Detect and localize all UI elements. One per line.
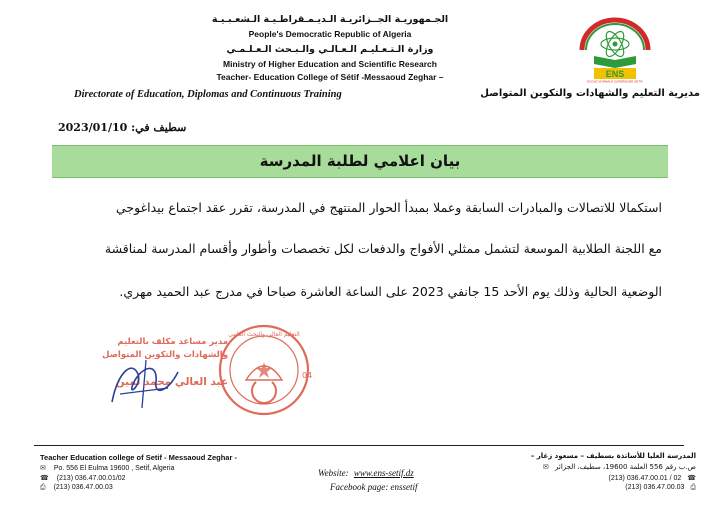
mailbox-icon: ✉ xyxy=(40,465,46,472)
fax-icon: ⎙ xyxy=(690,484,696,491)
stamp-line: مدير مساعد مكلف بالتعليم xyxy=(117,337,228,347)
website-label: Website: xyxy=(318,468,349,478)
logo-ens-text: ENS xyxy=(605,69,625,79)
footer-right-address xyxy=(543,463,696,471)
signature-block xyxy=(88,322,358,422)
fax-icon: ⎙ xyxy=(40,484,46,491)
logo-subtext: ECOLE NORMALE SUPERIEURE SETIF xyxy=(587,79,643,84)
body-line: استكمالا للاتصالات والمبادرات السابقة وعملا بمبدأ الحوار المنتهج في المدرسة، تقرر عقد اجتماع بيداغوجي xyxy=(115,200,662,215)
footer-fax-ar: (213) 036.47.00.03 xyxy=(625,484,685,491)
footer-fax: (213) 036.47.00.03 xyxy=(53,484,113,491)
website-link[interactable]: www.ens-setif.dz xyxy=(353,468,414,478)
footer-left-address xyxy=(40,464,174,472)
republic-arabic: الجـمهوريـة الجــزائريـة الـديـمـقراطـيـة الـشعـبـيـة xyxy=(211,14,449,25)
seal-code: 04 xyxy=(302,371,312,380)
directorate-english: Directorate of Education, Diplomas and Continuous Training xyxy=(74,89,342,100)
body-line: مع اللجنة الطلابية الموسعة لتشمل ممثلي الأفواج والدفعات لكل تخصصات وأطوار وأقسام المدرسة لمناقشة xyxy=(104,241,662,256)
footer-phone-ar: (213) 036.47.00.01 / 02 xyxy=(608,475,682,482)
footer-address-ar: ص.ب رقم 556 العلمة 19600، سطيف، الجزائر xyxy=(555,463,696,471)
footer-right-fax xyxy=(625,484,696,492)
ministry-english: Ministry of Higher Education and Scientific Research xyxy=(223,59,437,69)
republic-english: People's Democratic Republic of Algeria xyxy=(248,29,412,39)
college-english: Teacher- Education College of Sétif -Messaoud Zeghar – xyxy=(216,72,444,82)
stamp-line: والشهادات والتكوين المتواصل xyxy=(102,350,228,360)
footer-divider xyxy=(34,445,684,446)
footer-website xyxy=(318,468,414,478)
seal-text: التعليم العالي والبحث العلمي xyxy=(228,331,300,338)
footer-left-phone xyxy=(40,474,126,482)
signatory-name: عبد العالي محمد لمين xyxy=(115,376,228,388)
footer-left-title: Teacher Education college of Setif - Messaoud Zeghar - xyxy=(40,453,237,462)
official-seal-icon xyxy=(216,322,312,418)
ens-logo-graphic xyxy=(572,16,658,84)
directorate-arabic: مديرية التعليم والشهادات والتكوين المتواصل xyxy=(480,88,700,99)
ministry-arabic: وزارة الـتـعـليـم الـعـالـي والـبـحث الـعـلـمـي xyxy=(226,44,434,55)
footer-facebook: Facebook page: enssetif xyxy=(330,482,418,492)
phone-icon: ☎ xyxy=(687,475,696,482)
announcement-title: بيان اعلامي لطلبة المدرسة xyxy=(259,152,461,170)
mailbox-icon: ✉ xyxy=(542,463,549,471)
footer-address: Po. 556 El Eulma 19600 , Setif, Algeria xyxy=(53,465,175,472)
body-line: الوضعية الحالية وذلك يوم الأحد 15 جانفي 2023 على الساعة العاشرة صباحا في مدرج عبد الحميد مهري. xyxy=(119,284,662,299)
footer-phone: (213) 036.47.00.01/02 xyxy=(56,475,126,482)
footer-right-phone xyxy=(609,474,696,482)
phone-icon: ☎ xyxy=(40,475,49,482)
ens-logo xyxy=(572,16,658,84)
handwritten-signature-icon xyxy=(98,352,188,412)
footer-left-fax xyxy=(40,484,113,492)
document-date: سطيف في: 2023/01/10 xyxy=(58,121,187,134)
footer-right-title: المدرسة العليا للأساتذة بسطيف – مسعود زغار – xyxy=(530,452,696,460)
announcement-banner xyxy=(52,145,668,178)
